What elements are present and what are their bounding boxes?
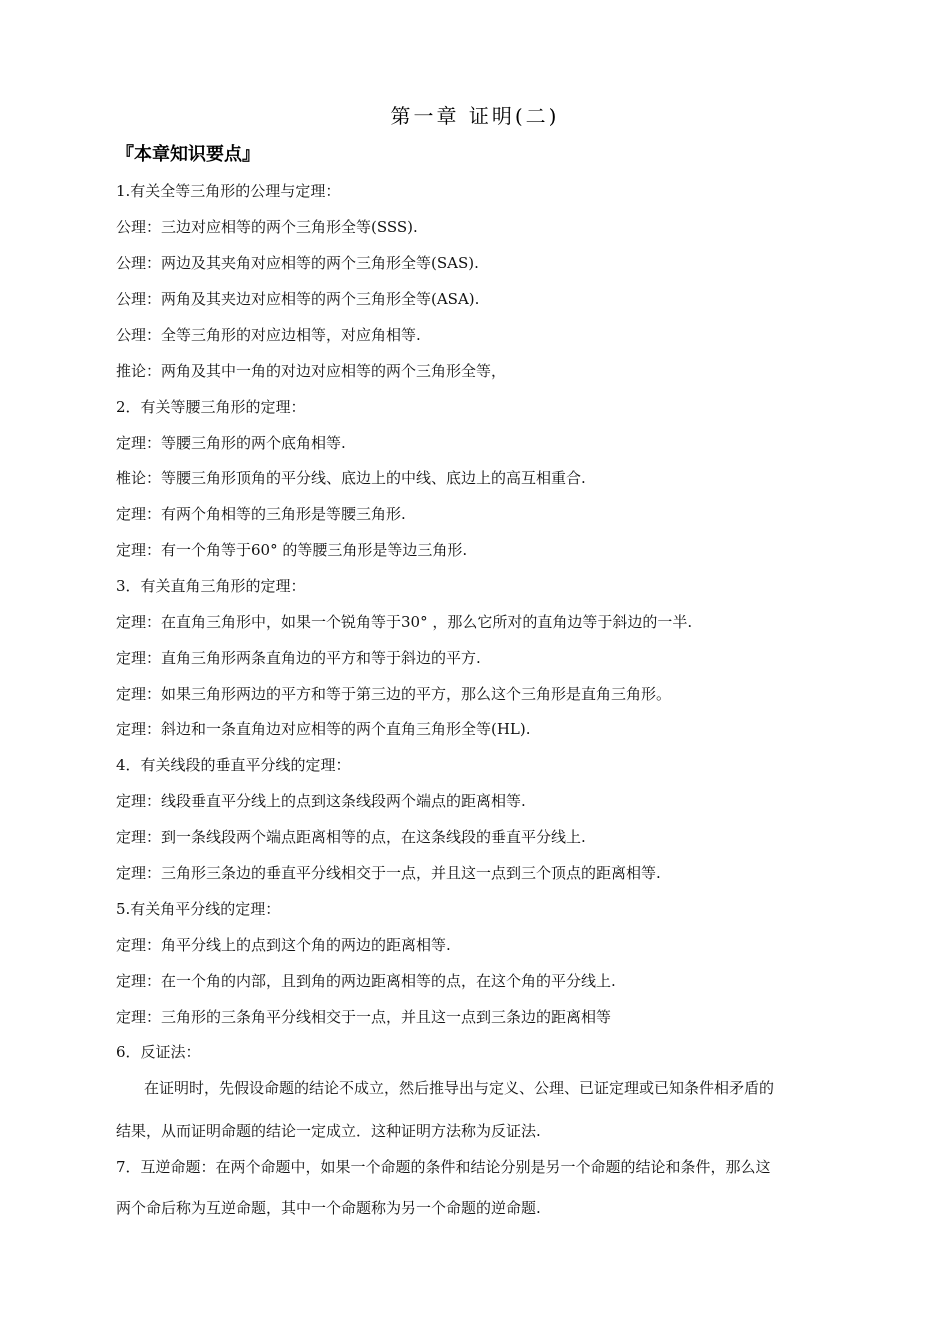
text-line: 两个命后称为互逆命题，其中一个命题称为另一个命题的逆命题.	[116, 1199, 541, 1217]
text-line: 定理：直角三角形两条直角边的平方和等于斜边的平方.	[116, 649, 481, 667]
text-line: 定理：有一个角等于60° 的等腰三角形是等边三角形.	[116, 541, 468, 559]
text-line: 定理：到一条线段两个端点距离相等的点，在这条线段的垂直平分线上.	[116, 828, 586, 846]
text-line: 定理：在一个角的内部，且到角的两边距离相等的点，在这个角的平分线上.	[116, 972, 616, 990]
section-heading: 『本章知识要点』	[116, 144, 260, 165]
text-line: 公理：三边对应相等的两个三角形全等(SSS).	[116, 218, 418, 236]
text-line: 公理：两边及其夹角对应相等的两个三角形全等(SAS).	[116, 254, 479, 272]
text-line: 定理：三角形的三条角平分线相交于一点，并且这一点到三条边的距离相等	[116, 1008, 612, 1026]
text-line: 1.有关全等三角形的公理与定理：	[116, 182, 341, 200]
text-line: 定理：在直角三角形中，如果一个锐角等于30° ，那么它所对的直角边等于斜边的一半.	[116, 613, 693, 631]
text-line: 公理：全等三角形的对应边相等，对应角相等.	[116, 326, 421, 344]
text-line: 结果，从而证明命题的结论一定成立．这种证明方法称为反证法.	[116, 1122, 541, 1140]
text-line: 6．反证法：	[116, 1043, 201, 1061]
text-line: 5.有关角平分线的定理：	[116, 900, 281, 918]
text-line: 定理：线段垂直平分线上的点到这条线段两个端点的距离相等.	[116, 792, 526, 810]
text-line: 定理：如果三角形两边的平方和等于第三边的平方，那么这个三角形是直角三角形。	[116, 685, 672, 703]
text-line: 2．有关等腰三角形的定理：	[116, 398, 306, 416]
text-line: 3．有关直角三角形的定理：	[116, 577, 306, 595]
text-line: 定理：斜边和一条直角边对应相等的两个直角三角形全等(HL).	[116, 720, 531, 738]
text-line: 4．有关线段的垂直平分线的定理：	[116, 756, 351, 774]
text-line: 定理：有两个角相等的三角形是等腰三角形.	[116, 505, 406, 523]
text-line: 在证明时，先假设命题的结论不成立，然后推导出与定义、公理、已证定理或已知条件相矛盾的	[144, 1079, 775, 1097]
text-line: 推论：两角及其中一角的对边对应相等的两个三角形全等，	[116, 362, 507, 380]
text-line: 7．互逆命题：在两个命题中，如果一个命题的条件和结论分别是另一个命题的结论和条件，那么这	[116, 1158, 771, 1176]
text-line: 定理：角平分线上的点到这个角的两边的距离相等.	[116, 936, 451, 954]
text-line: 公理：两角及其夹边对应相等的两个三角形全等(ASA).	[116, 290, 480, 308]
text-line: 椎论：等腰三角形顶角的平分线、底边上的中线、底边上的高互相重合.	[116, 469, 586, 487]
text-line: 定理：三角形三条边的垂直平分线相交于一点，并且这一点到三个顶点的距离相等.	[116, 864, 661, 882]
text-line: 定理：等腰三角形的两个底角相等.	[116, 434, 346, 452]
page-title: 第一章 证明(二)	[390, 104, 560, 128]
